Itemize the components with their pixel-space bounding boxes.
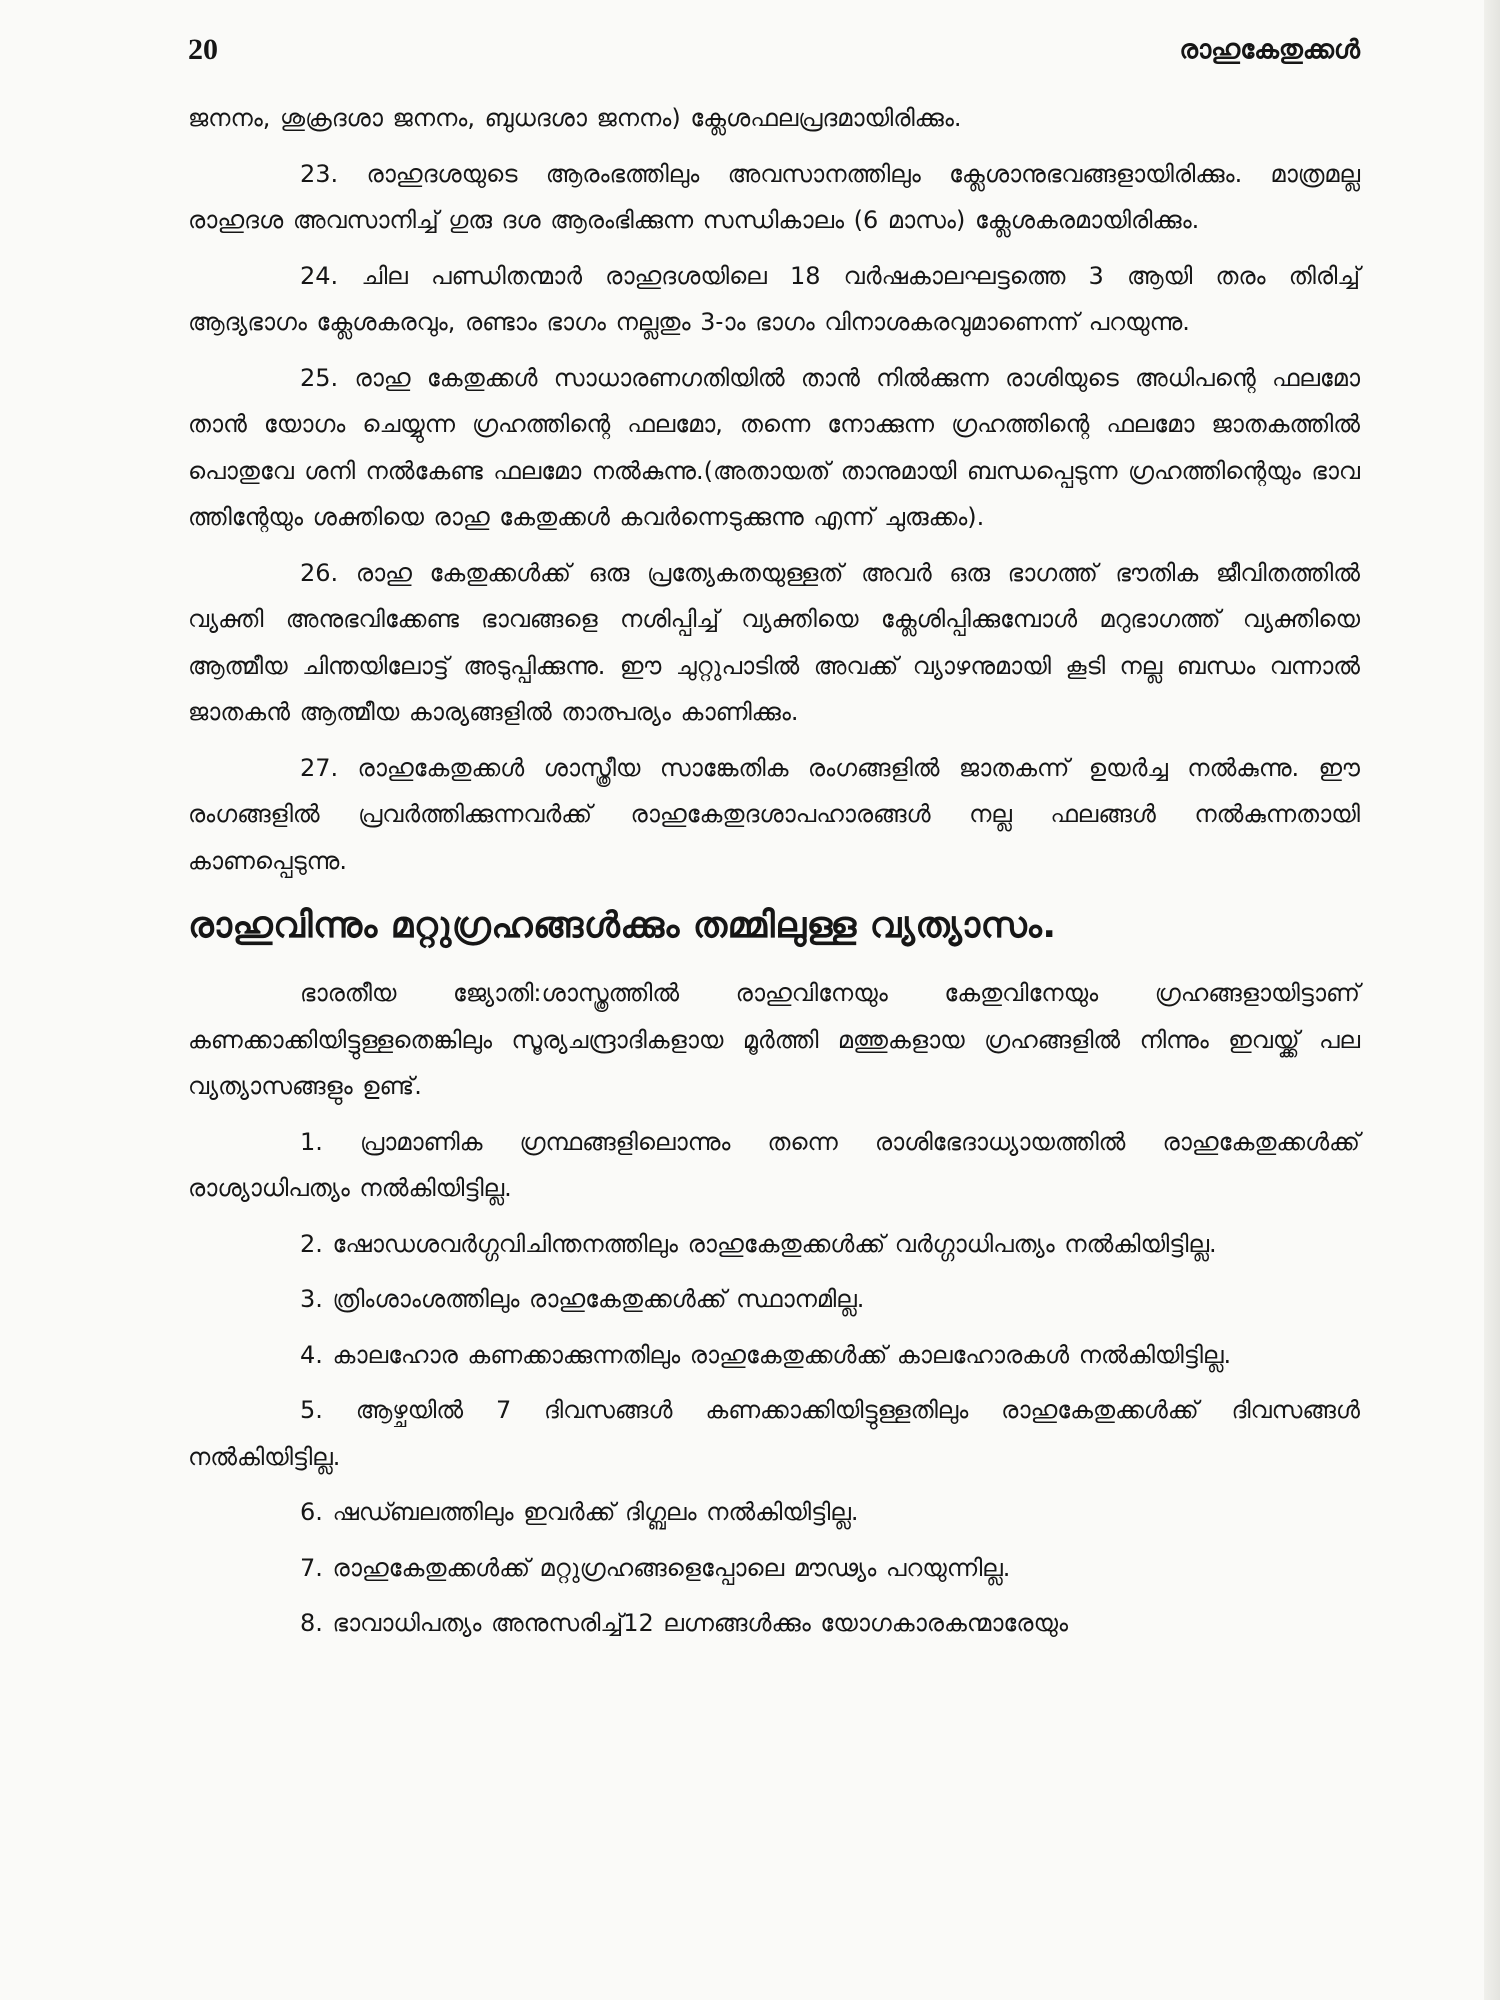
list-item-8: 8. ഭാവാധിപത്യം അനുസരിച്ച്12 ലഗ്നങ്ങൾക്കും യോഗകാരകന്മാരേയും [300, 1609, 1069, 1637]
running-head: രാഹുകേതുക്കൾ [1179, 35, 1360, 65]
paragraph-item-25: 25. രാഹു കേതുക്കൾ സാധാരണഗതിയിൽ താൻ നിൽക്കുന്ന രാശിയുടെ അധിപന്റെ ഫലമോ താൻ യോഗം ചെയ്യുന്ന ഗ്രഹത്തിന്റെ ഫലമോ, തന്നെ നോക്കുന്ന ഗ്രഹത്തിന്റെ ഫലമോ ജാതകത്തിൽ പൊതുവേ ശനി നൽകേണ്ട ഫലമോ നൽകുന്നു.(അതായത് താനുമായി ബന്ധപ്പെടുന്ന ഗ്രഹത്തിന്റെയും ഭാവ ത്തിന്റേയും ശക്തിയെ രാഹു കേതുക്കൾ കവർന്നെടുക്കുന്നു എന്ന് ചുരുക്കം). [188, 363, 1360, 531]
list-item-2: 2. ഷോഡശവർഗ്ഗവിചിന്തനത്തിലും രാഹുകേതുക്കൾക്ക് വർഗ്ഗാധിപത്യം നൽകിയിട്ടില്ല. [300, 1229, 1217, 1258]
paragraph-item-27: 27. രാഹുകേതുക്കൾ ശാസ്ത്രീയ സാങ്കേതിക രംഗങ്ങളിൽ ജാതകന്ന് ഉയർച്ച നൽകുന്നു. ഈ രംഗങ്ങളിൽ പ്രവർത്തിക്കുന്നവർക്ക് രാഹുകേതുദശാപഹാരങ്ങൾ നല്ല ഫലങ്ങൾ നൽകുന്നതായി കാണപ്പെടുന്നു. [188, 753, 1360, 875]
section-heading: രാഹുവിന്നും മറ്റുഗ്രഹങ്ങൾക്കും തമ്മിലുള്ള വ്യത്യാസം. [188, 905, 1057, 946]
paragraph-intro: ഭാരതീയ ജ്യോതി:ശാസ്ത്രത്തിൽ രാഹുവിനേയും കേതുവിനേയും ഗ്രഹങ്ങളായിട്ടാണ് കണക്കാക്കിയിട്ടുള്ളതെങ്കിലും സൂര്യചന്ദ്രാദികളായ മൂർത്തി മത്തുകളായ ഗ്രഹങ്ങളിൽ നിന്നും ഇവയ്ക്ക് പല വ്യത്യാസങ്ങളും ഉണ്ട്. [188, 979, 1360, 1100]
paragraph-item-24: 24. ചില പണ്ഡിതന്മാർ രാഹുദശയിലെ 18 വർഷകാലഘട്ടത്തെ 3 ആയി തരം തിരിച്ച് ആദ്യഭാഗം ക്ലേശകരവും, രണ്ടാം ഭാഗം നല്ലതും 3-ാം ഭാഗം വിനാശകരവുമാണെന്ന് പറയുന്നു. [188, 261, 1360, 336]
list-item-4: 4. കാലഹോര കണക്കാക്കുന്നതിലും രാഹുകേതുക്കൾക്ക് കാലഹോരകൾ നൽകിയിട്ടില്ല. [300, 1340, 1232, 1369]
page-header [188, 30, 1360, 70]
list-item-1: 1. പ്രാമാണിക ഗ്രന്ഥങ്ങളിലൊന്നും തന്നെ രാശിഭേദാധ്യായത്തിൽ രാഹുകേതുക്കൾക്ക് രാശ്യാധിപത്യം നൽകിയിട്ടില്ല. [188, 1127, 1360, 1202]
list-item-5: 5. ആഴ്ചയിൽ 7 ദിവസങ്ങൾ കണക്കാക്കിയിട്ടുള്ളതിലും രാഹുകേതുക്കൾക്ക് ദിവസങ്ങൾ നൽകിയിട്ടില്ല. [188, 1396, 1360, 1471]
list-item-7: 7. രാഹുകേതുക്കൾക്ക് മറ്റുഗ്രഹങ്ങളെപ്പോലെ മൗഢ്യം പറയുന്നില്ല. [300, 1553, 1011, 1582]
list-item-6: 6. ഷഡ്ബലത്തിലും ഇവർക്ക് ദിഗ്ബലം നൽകിയിട്ടില്ല. [300, 1498, 859, 1526]
page-body [188, 95, 1360, 1647]
paragraph-continuation: ജനനം, ശുക്രദശാ ജനനം, ബുധദശാ ജനനം) ക്ലേശഫലപ്രദമായിരിക്കും. [188, 104, 962, 132]
scan-edge [1484, 0, 1500, 2000]
list-item-3: 3. ത്രിംശാംശത്തിലും രാഹുകേതുക്കൾക്ക് സ്ഥാനമില്ല. [300, 1285, 865, 1313]
paragraph-item-26: 26. രാഹു കേതുക്കൾക്ക് ഒരു പ്രത്യേകതയുള്ളത് അവർ ഒരു ഭാഗത്ത് ഭൗതിക ജീവിതത്തിൽ വ്യക്തി അനുഭവിക്കേണ്ട ഭാവങ്ങളെ നശിപ്പിച്ച് വ്യക്തിയെ ക്ലേശിപ്പിക്കുമ്പോൾ മറുഭാഗത്ത് വ്യക്തിയെ ആത്മീയ ചിന്തയിലോട്ട് അടുപ്പിക്കുന്നു. ഈ ചുറ്റുപാടിൽ അവക്ക് വ്യാഴനുമായി കൂടി നല്ല ബന്ധം വന്നാൽ ജാതകൻ ആത്മീയ കാര്യങ്ങളിൽ താത്പര്യം കാണിക്കും. [188, 558, 1360, 726]
page-number: 20 [188, 33, 218, 66]
paragraph-item-23: 23. രാഹുദശയുടെ ആരംഭത്തിലും അവസാനത്തിലും ക്ലേശാനുഭവങ്ങളായിരിക്കും. മാത്രമല്ല രാഹുദശ അവസാനിച്ച് ഗുരു ദശ ആരംഭിക്കുന്ന സന്ധികാലം (6 മാസം) ക്ലേശകരമായിരിക്കും. [188, 159, 1360, 234]
